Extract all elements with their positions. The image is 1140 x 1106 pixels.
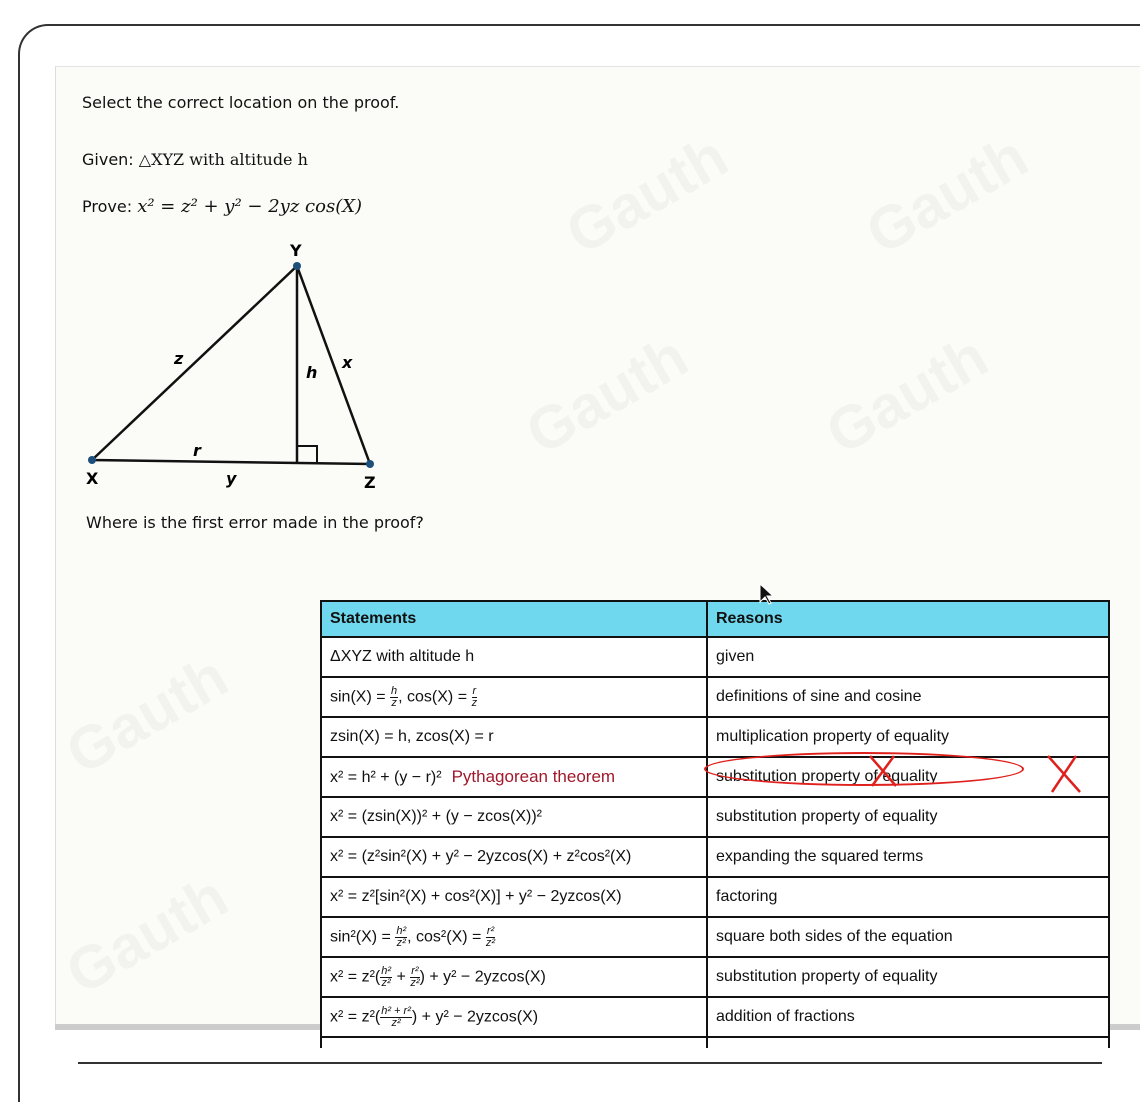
vertex-z — [366, 460, 374, 468]
reason-cell — [707, 1037, 1109, 1048]
denominator: z — [391, 696, 397, 709]
triangle-diagram — [0, 0, 500, 500]
table-row[interactable] — [321, 797, 1109, 837]
triangle-xyz — [92, 266, 370, 464]
statement-text: + — [392, 968, 411, 986]
red-circle-annotation — [704, 752, 1024, 786]
label-z: z — [174, 349, 184, 368]
prove-value: x² = z² + y² − 2yz cos(X) — [137, 196, 363, 217]
label-x: x — [342, 353, 353, 372]
denominator: z² — [410, 976, 420, 989]
statement-text: ) + y² − 2yzcos(X) — [411, 1008, 539, 1026]
statement-cell[interactable] — [321, 917, 707, 957]
denominator: z² — [391, 1016, 401, 1029]
statement-text: x² = z²( — [330, 1008, 381, 1026]
table-row[interactable] — [321, 637, 1109, 677]
statement-cell[interactable] — [321, 677, 707, 717]
numerator: r² — [486, 924, 495, 937]
statement-text: x² = h² + (y − r)² — [330, 769, 442, 786]
table-row[interactable] — [321, 677, 1109, 717]
table-row[interactable] — [321, 917, 1109, 957]
reason-cell[interactable]: definitions of sine and cosine — [707, 677, 1109, 717]
statement-cell[interactable] — [321, 717, 707, 757]
statement-text: sin²(X) = — [330, 928, 396, 946]
table-row[interactable] — [321, 957, 1109, 997]
statement-cell — [321, 1037, 707, 1048]
fraction — [390, 686, 398, 709]
numerator: h² — [396, 924, 407, 937]
statement-cell[interactable] — [321, 877, 707, 917]
numerator: h² — [381, 964, 391, 977]
reason-cell[interactable]: factoring — [707, 877, 1109, 917]
denominator: z² — [396, 936, 406, 949]
statement-text: x² = (z²sin²(X) + y² − 2yzcos(X) + z²cos²(X) — [330, 848, 632, 865]
statement-text: sin(X) = — [330, 688, 391, 706]
denominator: z — [471, 696, 478, 709]
statement-cell[interactable] — [321, 837, 707, 877]
proof-table — [320, 600, 1110, 1048]
statement-text: ΔXYZ with altitude h — [330, 648, 475, 665]
denominator: z² — [485, 936, 496, 949]
statement-text: x² = z²[sin²(X) + cos²(X)] + y² − 2yzcos(X) — [330, 888, 622, 905]
fraction — [380, 966, 392, 989]
question: Where is the first error made in the proof? — [86, 513, 424, 532]
statement-text: ) + y² − 2yzcos(X) — [419, 968, 546, 986]
statement-cell[interactable] — [321, 797, 707, 837]
label-h: h — [306, 363, 318, 382]
statement-text: zsin(X) = h, zcos(X) = r — [330, 728, 494, 745]
label-r: r — [193, 441, 201, 460]
label-y: y — [226, 469, 237, 488]
handwritten-correction: Pythagorean theorem — [451, 767, 616, 786]
table-row[interactable] — [321, 837, 1109, 877]
label-Z: Z — [364, 473, 376, 492]
label-X: X — [86, 469, 99, 488]
header-statements: Statements — [321, 601, 707, 637]
fraction — [380, 1006, 412, 1029]
label-Y: Y — [290, 241, 302, 260]
divider — [78, 1062, 1102, 1064]
statement-text: , cos²(X) = — [407, 928, 486, 946]
reason-cell[interactable]: substitution property of equality — [707, 957, 1109, 997]
statement-cell[interactable] — [321, 957, 707, 997]
table-header — [321, 601, 1109, 637]
reason-cell[interactable]: addition of fractions — [707, 997, 1109, 1037]
header-reasons: Reasons — [707, 601, 1109, 637]
table-row[interactable] — [321, 717, 1109, 757]
reason-cell[interactable]: multiplication property of equality — [707, 717, 1109, 757]
numerator: h² + r² — [381, 1004, 411, 1017]
table-row-partial — [321, 1037, 1109, 1048]
statement-cell[interactable] — [321, 637, 707, 677]
prove-label: Prove: — [82, 197, 133, 216]
table-row[interactable] — [321, 877, 1109, 917]
vertex-x — [88, 456, 96, 464]
reason-cell[interactable]: substitution property of equality — [707, 757, 1109, 797]
numerator: r² — [411, 964, 419, 977]
statement-cell[interactable] — [321, 997, 707, 1037]
fraction — [472, 686, 478, 709]
reason-cell[interactable]: given — [707, 637, 1109, 677]
numerator: r — [472, 684, 477, 697]
right-angle-mark — [297, 446, 317, 462]
red-x-mark — [866, 754, 900, 788]
reason-cell[interactable]: expanding the squared terms — [707, 837, 1109, 877]
statement-text: x² = (zsin(X))² + (y − zcos(X))² — [330, 808, 543, 825]
fraction — [410, 966, 419, 989]
statement-cell[interactable] — [321, 757, 707, 797]
given-label: Given: — [82, 150, 134, 169]
fraction — [395, 926, 407, 949]
prompt: Select the correct location on the proof. — [82, 93, 400, 112]
table-row[interactable] — [321, 997, 1109, 1037]
denominator: z² — [381, 976, 391, 989]
numerator: h — [391, 684, 398, 697]
statement-text: , cos(X) = — [398, 688, 472, 706]
reason-cell[interactable]: square both sides of the equation — [707, 917, 1109, 957]
reason-cell[interactable]: substitution property of equality — [707, 797, 1109, 837]
given-value: △XYZ with altitude h — [138, 150, 308, 169]
red-x-mark — [1044, 754, 1084, 794]
vertex-y — [293, 262, 301, 270]
fraction — [486, 926, 495, 949]
mouse-cursor-icon — [758, 582, 774, 606]
statement-text: x² = z²( — [330, 968, 381, 986]
